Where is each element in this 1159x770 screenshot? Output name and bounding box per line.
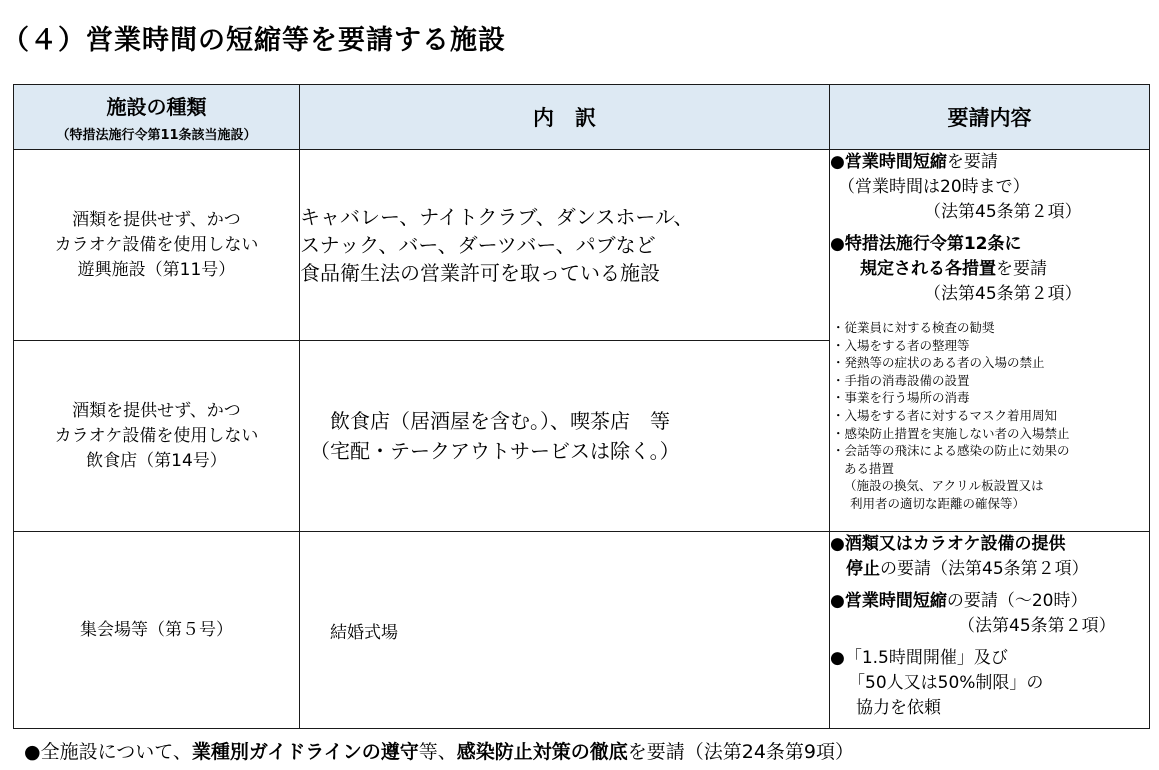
table-row [14,150,1150,341]
footer-part4: 感染防止対策の徹底 [456,741,628,763]
request-event-line2: 「50人又は50%制限」の [848,673,1044,693]
request-alcohol-line1: ●酒類又はカラオケ設備の提供 [830,534,1066,554]
list-item: ・手指の消毒設備の設置 [832,372,970,388]
row2-detail-line2: （宅配・テークアウトサービスは除く。） [310,439,680,463]
row3-detail-line1: 結婚式場 [330,622,398,643]
request-hours-law: （法第45条第２項） [924,202,1082,222]
request-measures-bold: 規定される各措置 [860,259,996,279]
row1-detail [300,150,830,341]
request-alcohol-block [830,532,1149,582]
row3-detail [300,532,830,729]
header-facility-type-label: 施設の種類 [106,95,207,119]
list-item-cont: （施設の換気、アクリル板設置又は [844,478,1044,494]
row1-category-line1: 酒類を提供せず、かつ [72,209,241,230]
list-item: ・従業員に対する検査の勧奨 [832,320,995,335]
facility-table [13,84,1150,729]
request-hours-until: （営業時間は20時まで） [838,177,1030,197]
row2-category-line3: 飲食店（第14号） [86,450,227,471]
list-item: ・事業を行う場所の消毒 [832,390,970,406]
list-item: ・入場をする者の整理等 [832,337,970,353]
request-measures-block [830,232,1149,307]
list-item: ・会話等の飛沫による感染の防止に効果の [832,443,1070,459]
header-request [830,85,1150,150]
footer-note [24,737,854,764]
row2-detail-line1: 飲食店（居酒屋を含む。）、喫茶店 等 [330,409,670,433]
measures-list [830,319,1149,513]
request-measures-rest: を要請 [996,259,1047,279]
request-hours-block [830,150,1149,225]
request-event-line3: 協力を依頼 [856,698,941,718]
header-breakdown [300,85,830,150]
list-item: ・発熱等の症状のある者の入場の禁止 [832,355,1045,371]
request-hours-row3-rest: の要請（～20時） [946,591,1088,611]
request-hours-row3-block [830,589,1149,639]
footer-part3: 等、 [418,741,457,763]
row1-detail-line3: 食品衛生法の営業許可を取っている施設 [300,261,660,285]
request-hours-row3-law: （法第45条第２項） [958,616,1116,636]
request-measures-line1: ●特措法施行令第12条に [830,234,1022,254]
row1-category-line3: 遊興施設（第11号） [77,259,236,280]
header-facility-type-sub: （特措法施行令第11条該当施設） [56,128,257,143]
table-header-row [14,85,1150,150]
row3-category-line1: 集会場等（第５号） [80,619,233,640]
header-breakdown-label: 内 訳 [533,106,596,130]
request-alcohol-bold: 停止 [846,559,880,579]
row1-detail-line1: キャバレー、ナイトクラブ、ダンスホール、 [300,205,694,229]
footer-part2: 業種別ガイドラインの遵守 [191,741,419,763]
row1-detail-line2: スナック、バー、ダーツバー、パブなど [300,233,656,257]
list-item: ・感染防止措置を実施しない者の入場禁止 [832,425,1070,441]
request-hours-rest: を要請 [946,152,998,172]
table-row [14,532,1150,729]
request-alcohol-rest: の要請（法第45条第２項） [880,559,1089,579]
list-item-cont: ある措置 [844,460,895,476]
page-title: （４）営業時間の短縮等を要請する施設 [2,25,506,56]
list-item: ・入場をする者に対するマスク着用周知 [832,407,1058,423]
footer-part5: を要請（法第24条第9項） [627,741,855,763]
row1-category [14,150,300,341]
header-request-label: 要請内容 [947,106,1032,130]
request-event-line1: ●「1.5時間開催」及び [830,648,1008,668]
request-measures-law: （法第45条第２項） [924,284,1082,304]
row3-request-cell [830,532,1150,729]
request-hours-row3-bold: ●営業時間短縮 [830,591,947,611]
row2-category-line2: カラオケ設備を使用しない [54,425,259,446]
request-event-block [830,646,1149,721]
row2-detail [300,341,830,532]
request-hours-bold: ●営業時間短縮 [830,152,947,172]
shared-request-cell [830,150,1150,532]
row2-category-line1: 酒類を提供せず、かつ [72,400,241,421]
row1-category-line2: カラオケ設備を使用しない [54,234,259,255]
list-item-cont: 利用者の適切な距離の確保等） [850,495,1026,511]
row3-category [14,532,300,729]
header-facility-type [14,85,300,150]
row2-category [14,341,300,532]
footer-part1: ●全施設について、 [24,741,192,763]
